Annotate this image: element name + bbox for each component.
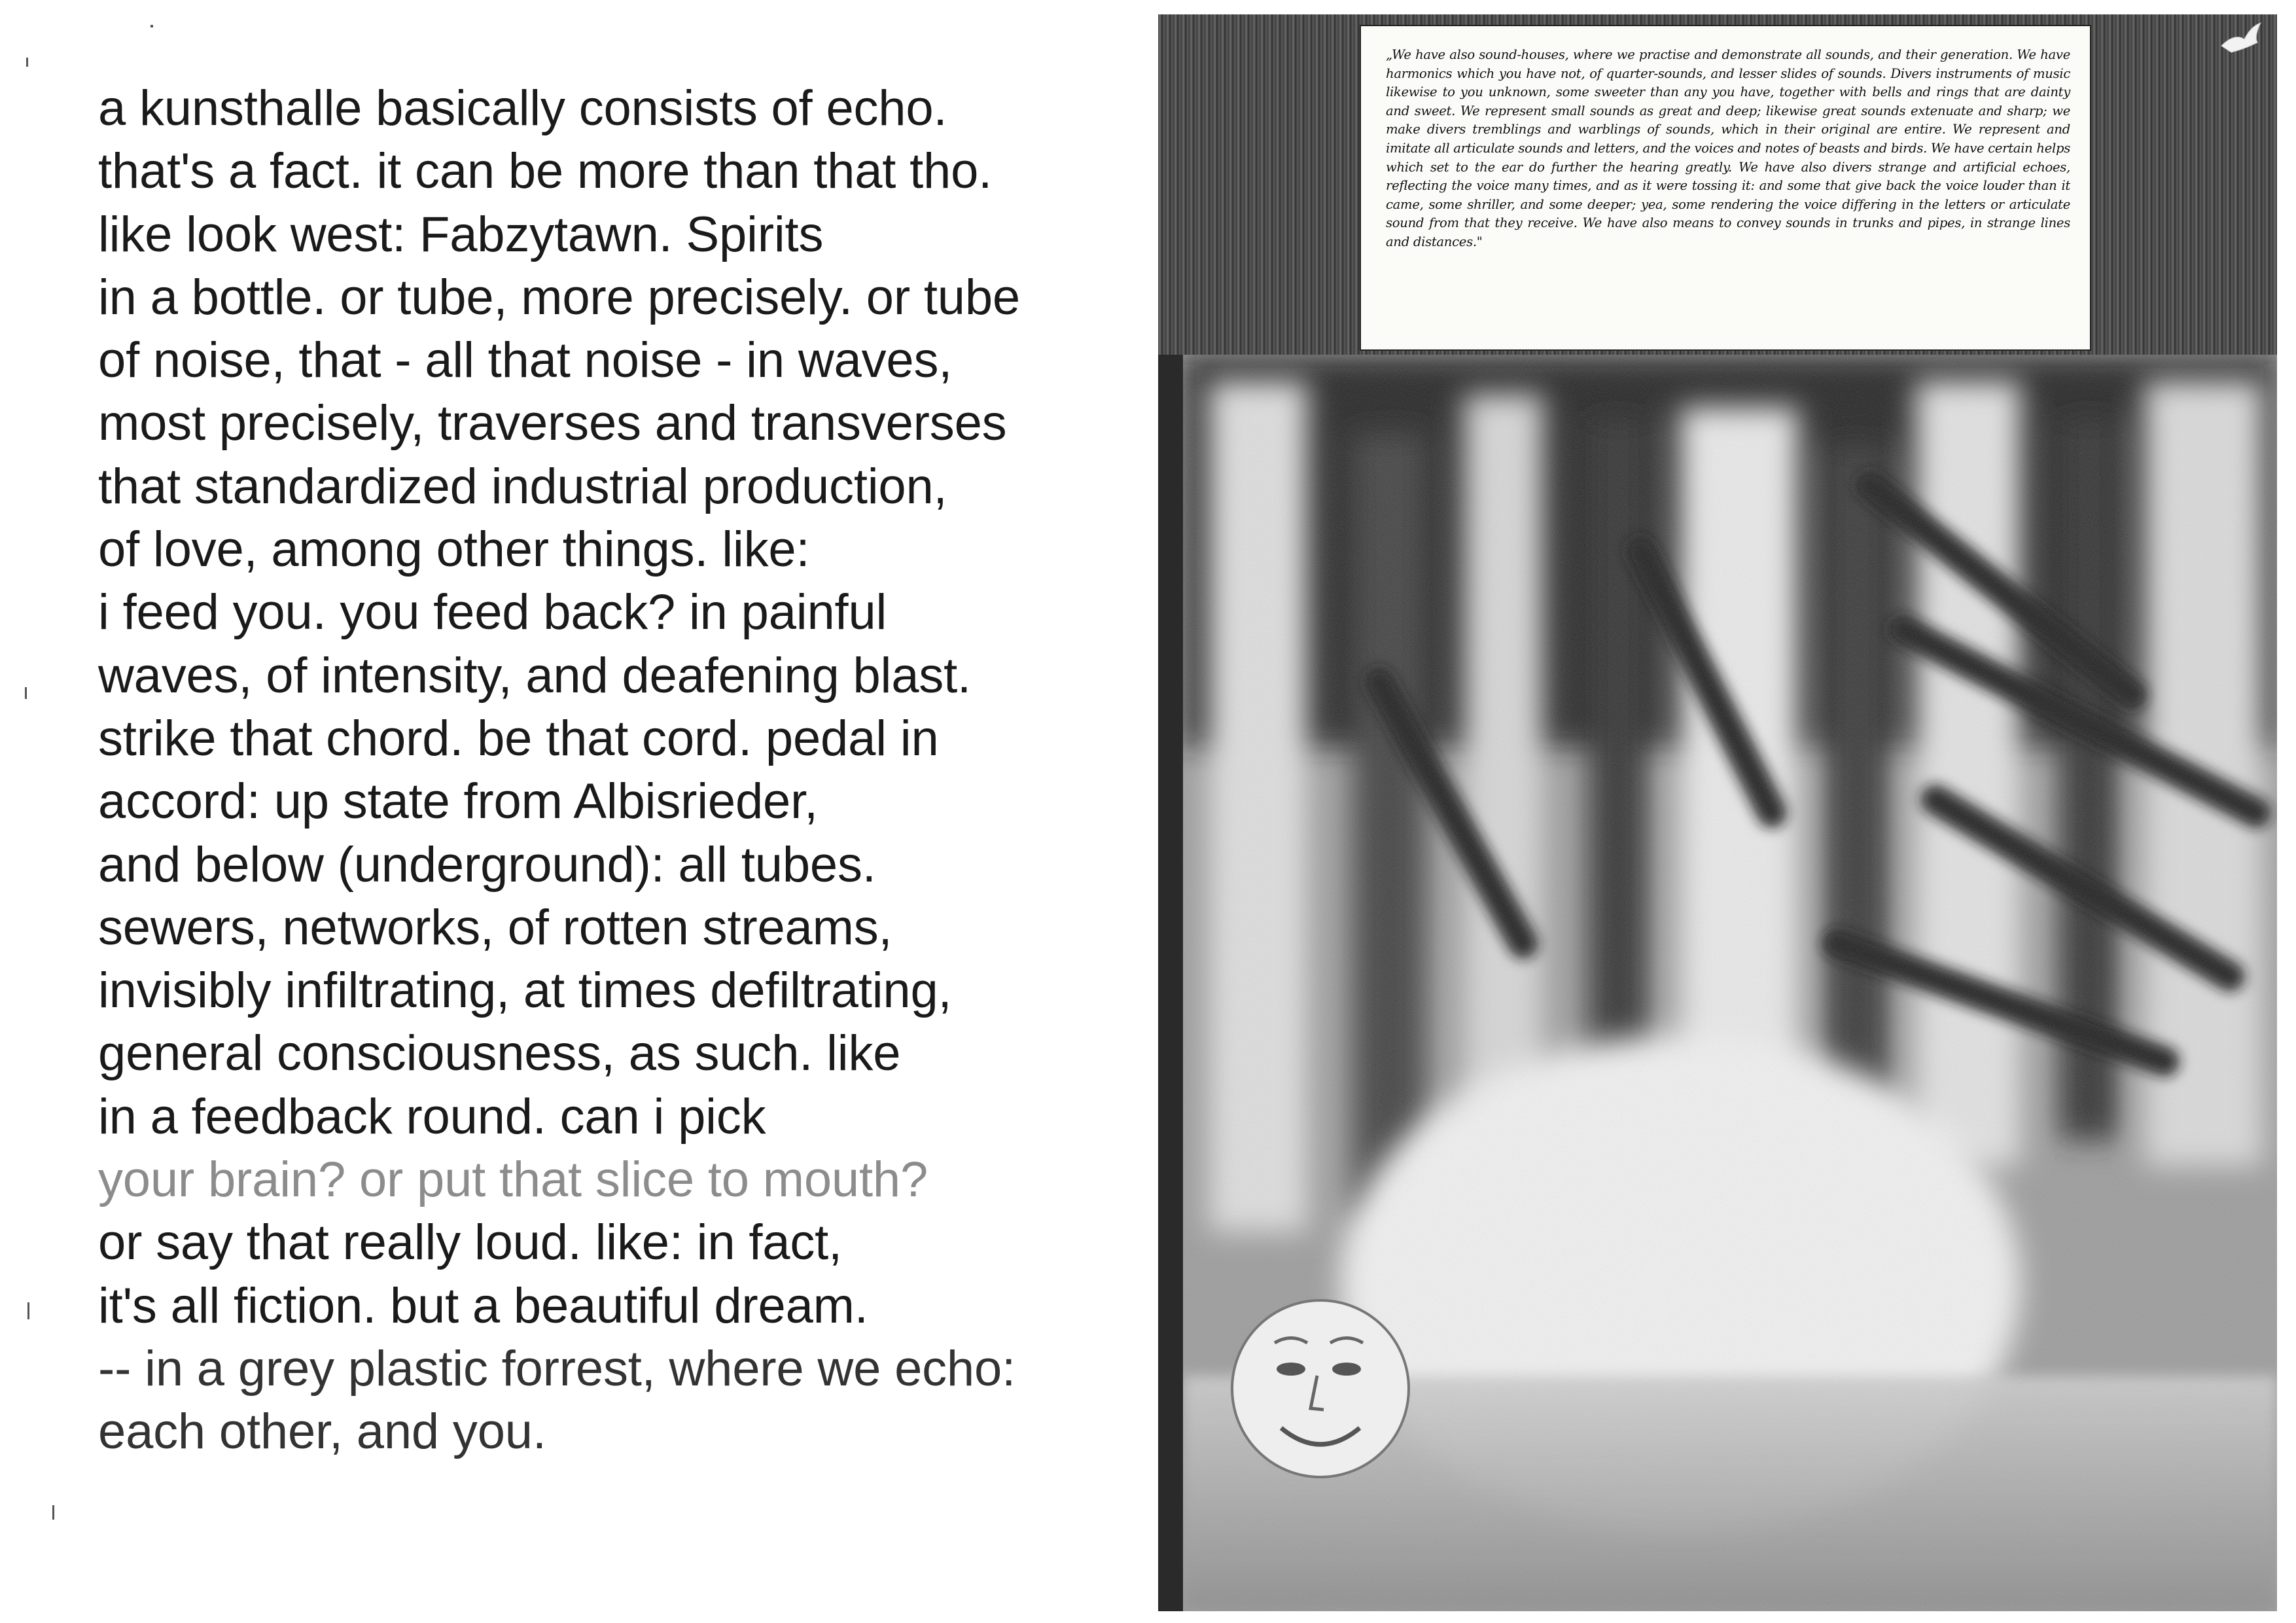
poem-line: accord: up state from Albisrieder,: [98, 774, 818, 830]
scan-speck: [25, 687, 27, 699]
sun-face-icon: [1232, 1300, 1409, 1477]
poem-line: that's a fact. it can be more than that tho.: [98, 143, 993, 200]
poem-line: invisibly infiltrating, at times defiltrating,: [98, 963, 952, 1019]
poem-line: that standardized industrial production,: [98, 458, 947, 514]
poem-line: most precisely, traverses and transverses: [98, 395, 1007, 452]
collage-panel: [1158, 14, 2277, 1611]
bird-sketch-icon: [2218, 20, 2264, 59]
poem-line: each other, and you.: [98, 1404, 546, 1460]
poem-line: general consciousness, as such. like: [98, 1026, 901, 1082]
poem-line: in a bottle. or tube, more precisely. or tube: [98, 269, 1020, 325]
poem-line: or say that really loud. like: in fact,: [98, 1215, 842, 1271]
scan-speck: [52, 1505, 54, 1520]
poem-line: of noise, that - all that noise - in waves,: [98, 332, 953, 389]
poem-text: [98, 77, 1171, 1464]
poem-line: in a feedback round. can i pick: [98, 1088, 766, 1145]
poem-line: waves, of intensity, and deafening blast.: [98, 647, 971, 704]
scan-speck: [27, 1302, 29, 1319]
poem-line-faded: your brain? or put that slice to mouth?: [98, 1152, 928, 1208]
poem-line: sewers, networks, of rotten streams,: [98, 899, 892, 955]
poem-line: of love, among other things. like:: [98, 522, 810, 578]
scan-speck: [26, 58, 28, 67]
poem-line: i feed you. you feed back? in painful: [98, 584, 887, 641]
poem-line: like look west: Fabzytawn. Spirits: [98, 206, 824, 262]
scan-speck: [150, 25, 153, 27]
quote-box: [1360, 25, 2091, 351]
quote-text: „We have also sound-houses, where we practise and demonstrate all sounds, and their generation. We have harmonics which you have not, of quarter-sounds, and lesser slides of sounds. Divers instruments of music likewise to you unknown, some sweeter than any you have, together with bells and rings that are dainty and sweet. We represent small sounds as great and deep; likewise great sounds extenuate and sharp; we make divers tremblings and warblings of sounds, which in their original are entire. We represent and imitate all articulate sounds and letters, and the voices and notes of beasts and birds. We have certain helps which set to the ear do further the hearing greatly. We have also divers strange and artificial echoes, reflecting the voice many times, and as it were tossing it: and some that give back the voice louder than it came, some shriller, and some deeper; yea, some rendering the voice differing in the letters or articulate sound from that they receive. We have also means to convey sounds in trunks and pipes, in strange lines and distances.": [1386, 47, 2070, 249]
poem-line: a kunsthalle basically consists of echo.: [98, 80, 947, 136]
poem-line: -- in a grey plastic forrest, where we echo:: [98, 1340, 1016, 1397]
poem-line: and below (underground): all tubes.: [98, 836, 876, 893]
forest-photo-image: [1183, 355, 2277, 1611]
poem-line: it's all fiction. but a beautiful dream.: [98, 1277, 868, 1334]
poem-line: strike that chord. be that cord. pedal in: [98, 710, 939, 766]
